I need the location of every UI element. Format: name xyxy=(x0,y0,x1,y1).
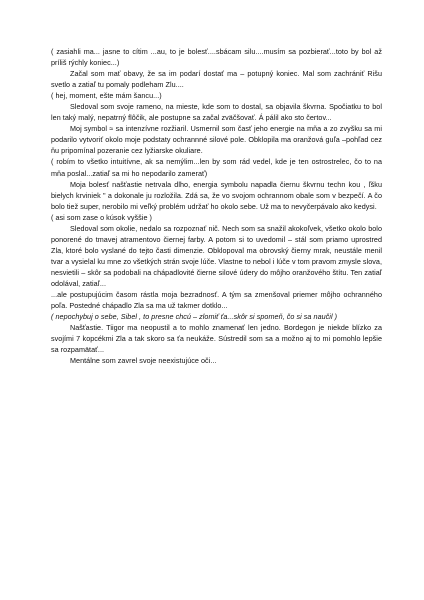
paragraph-1: ( zasiahli ma... jasne to cítim ...au, to je bolesť....sbácam silu....musím sa pozbierať...toto by bol až príliš rýchly koniec...) xyxy=(51,47,382,68)
paragraph-9: Sledoval som okolie, nedalo sa rozpoznať nič. Nech som sa snažil akokoľvek, všetko okolo bolo ponorené do tmavej atramentovo čiernej farby. A potom si to uvedomil – stál som priamo uprostred Zla, ktoré bolo vyslané do tejto časti dimenzie. Obklopoval ma obrovský čierny mrak, neustále menil tvar a vysielal ku mne zo všetkých strán svoje lúče. Vlastne to nebol i lúče v tom pravom zmysle slova, nesvietili – skôr sa podobali na chápadlovité čierne silové údery do môjho oranžového štítu. Ten zatiaľ odolával, zatiaľ... xyxy=(51,223,382,288)
story-text xyxy=(51,46,382,366)
paragraph-10: ...ale postupujúcim časom rástla moja bezradnosť. A tým sa zmenšoval priemer môjho ochranného poľa. Postedné chápadlo Zla sa ma už takmer dotklo... xyxy=(51,290,382,311)
paragraph-12: Našťastie. Tiigor ma neopustil a to mohlo znamenať len jedno. Bordegon je niekde blízko za svojími 7 kopcékmi Zla a tak skoro sa ťa neukáže. Sústredil som sa a možno aj to mi pomohlo lepšie sa rozpamätať... xyxy=(51,323,382,355)
paragraph-6: ( robím to všetko intuitívne, ak sa nemýlim...len by som rád vedel, kde je ten ostrostrelec, čo to na mňa poslal...zatiaľ sa mi ho nepodarilo zamerať) xyxy=(51,157,382,178)
paragraph-5: Moj symbol ≈ sa intenzívne rozžiaril. Usmernil som časť jeho energie na mňa a zo zvyšku sa mi podarilo vytvoriť okolo moje podstaty ochrannné silové pole. Obklopila ma oranžová guľa –pohľad cez ňu pripomínal pozeranie cez lyžiarske okuliare. xyxy=(51,124,382,156)
paragraph-2: Začal som mať obavy, že sa im podarí dostať ma – potupný koniec. Mal som zachrániť Rišu svetlo a zatiaľ tu pomaly podleham Zlu.... xyxy=(51,69,382,90)
paragraph-13: Mentálne som zavrel svoje neexistujúce oči... xyxy=(70,356,217,366)
paragraph-11: ( nepochybuj o sebe, Sibel , to presne chcú – zlomiť ťa...skôr si spomeň, čo si sa naučil ) xyxy=(51,312,338,322)
paragraph-8: ( asi som zase o kúsok vyššie ) xyxy=(51,212,153,222)
paragraph-3: ( hej, moment, ešte mám šancu...) xyxy=(51,91,162,101)
paragraph-7: Moja bolesť našťastie netrvala dlho, energia symbolu napadla čiernu škvrnu techn kou , ľšku bielych krviniek " a dokonale ju rozložila. Zdá sa, že vo svojom ochrannom obale som v bezpečí. A čo bolo tiež super, nerobilo mi veľký problém udržať ho okolo sebe. Už ma to nevyčerpávalo ako kedysi. xyxy=(51,179,382,211)
paragraph-4: Sledoval som svoje rameno, na mieste, kde som to dostal, sa objavila škvrna. Spočiatku to bol len taký malý, nepatrný flôčik, ale postupne sa začal zväčšovať. Á pálil ako sto čertov... xyxy=(51,102,382,123)
